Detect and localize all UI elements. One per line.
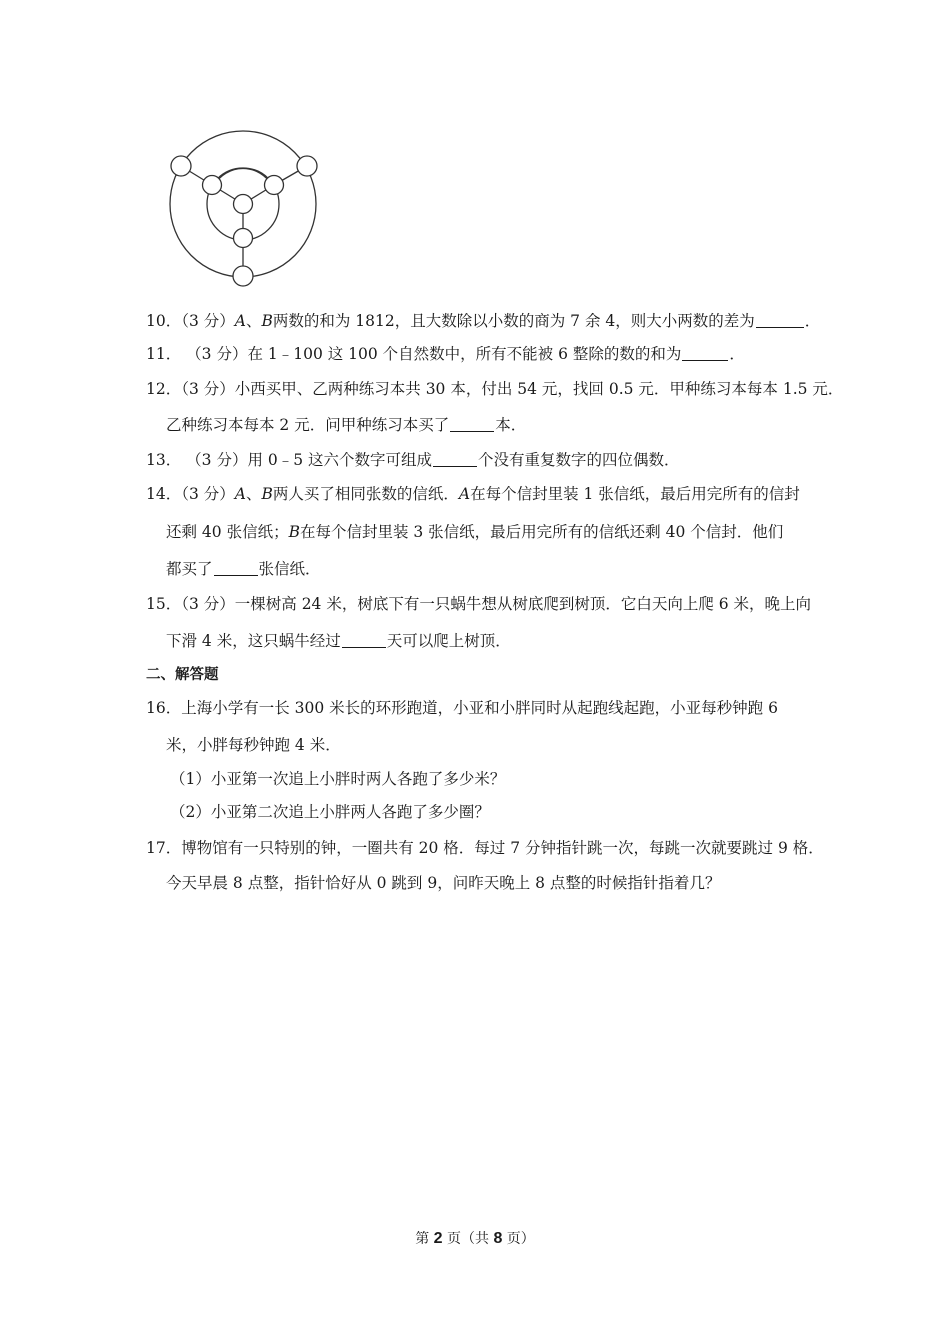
q14-line3b: 张信纸． <box>258 560 321 578</box>
q15-line2b: 天可以爬上树顶． <box>386 632 511 650</box>
q10-var-b: B <box>261 312 273 330</box>
question-16-sub2 <box>170 800 950 824</box>
question-14-cont <box>166 520 950 544</box>
q13-b: 个没有重复数字的四位偶数． <box>478 451 680 469</box>
question-16 <box>146 696 950 720</box>
q14-var-a: A <box>234 485 246 503</box>
q15-answer-blank[interactable] <box>342 631 386 648</box>
q12-line2b: 本． <box>495 416 527 434</box>
node-middle-right <box>265 176 284 195</box>
node-outer-bottom <box>233 266 253 286</box>
q14-line2a: 还剩 40 张信纸； <box>166 523 289 541</box>
q14-answer-blank[interactable] <box>214 559 258 576</box>
q14-sep: 、 <box>245 485 262 503</box>
footer-mid: 页（共 <box>442 1231 494 1247</box>
footer-post: 页） <box>502 1231 535 1247</box>
node-outer-left <box>171 156 191 176</box>
q13-a: 13． （3 分）用 0﹣5 这六个数字可组成 <box>146 451 433 469</box>
q14-var-b: B <box>261 485 273 503</box>
q14-t2: 在每个信封里装 1 张信纸，最后用完所有的信封 <box>470 485 800 503</box>
question-17-cont <box>166 871 950 895</box>
question-14-cont2 <box>166 557 950 581</box>
q17-line2: 今天早晨 8 点整，指针恰好从 0 跳到 9，问昨天晚上 8 点整的时候指针指着几？ <box>166 874 721 892</box>
q12-answer-blank[interactable] <box>450 415 494 432</box>
q13-answer-blank[interactable] <box>433 450 477 467</box>
question-11 <box>146 342 950 366</box>
inner-arc <box>215 168 271 184</box>
q16-line1: 16．上海小学有一长 300 米长的环形跑道，小亚和小胖同时从起跑线起跑，小亚每秒钟跑 6 <box>146 699 778 717</box>
q16-sub2: （2）小亚第二次追上小胖两人各跑了多少圈？ <box>170 803 490 821</box>
q16-sub1: （1）小亚第一次追上小胖时两人各跑了多少米？ <box>170 770 506 788</box>
question-16-sub1 <box>170 767 950 791</box>
q10-var-a: A <box>234 312 246 330</box>
question-15-cont <box>166 629 950 653</box>
q14-line2b: 在每个信封里装 3 张信纸，最后用完所有的信纸还剩 40 个信封．他们 <box>299 523 784 541</box>
question-15 <box>146 592 950 616</box>
footer-page-number: 2 <box>433 1230 443 1247</box>
q14-var-a2: A <box>458 485 471 503</box>
footer-pre: 第 <box>415 1231 434 1247</box>
q14-var-b2: B <box>288 523 300 541</box>
question-13 <box>146 448 950 472</box>
question-12 <box>146 377 950 401</box>
q12-line2a: 乙种练习本每本 2 元．问甲种练习本买了 <box>166 416 450 434</box>
q11-text: 11． （3 分）在 1﹣100 这 100 个自然数中，所有不能被 6 整除的数的和为 <box>146 345 682 363</box>
q11-end: ． <box>729 345 745 363</box>
q14-line3a: 都买了 <box>166 560 213 578</box>
circle-diagram <box>165 126 325 292</box>
q17-line1: 17．博物馆有一只特别的钟，一圈共有 20 格．每过 7 分钟指针跳一次，每跳一次就要跳过 9 格． <box>146 839 824 857</box>
q10-sep: 、 <box>245 312 262 330</box>
node-center <box>234 195 253 214</box>
question-12-cont <box>166 413 950 437</box>
question-16-cont <box>166 733 950 757</box>
question-10 <box>146 309 950 333</box>
section-2-title: 二、解答题 <box>146 667 219 683</box>
q14-t1: 两人买了相同张数的信纸． <box>272 485 459 503</box>
q10-answer-blank[interactable] <box>756 311 804 328</box>
q16-line2: 米，小胖每秒钟跑 4 米． <box>166 736 341 754</box>
section-heading <box>146 663 950 687</box>
q15-line1: 15．（3 分）一棵树高 24 米，树底下有一只蜗牛想从树底爬到树顶．它白天向上爬 6 米，晚上向 <box>146 595 812 613</box>
circle-diagram-svg <box>165 126 325 292</box>
footer-total-pages: 8 <box>493 1230 503 1247</box>
q12-line1: 12．（3 分）小西买甲、乙两种练习本共 30 本，付出 54 元，找回 0.5 元．甲种练习本每本 1.5 元． <box>146 380 844 398</box>
node-outer-right <box>297 156 317 176</box>
q10-text: 两数的和为 1812，且大数除以小数的商为 7 余 4，则大小两数的差为 <box>272 312 755 330</box>
q15-line2a: 下滑 4 米，这只蜗牛经过 <box>166 632 341 650</box>
page-footer <box>0 1228 950 1248</box>
q10-prefix: 10．（3 分） <box>146 312 235 330</box>
q11-answer-blank[interactable] <box>682 344 728 361</box>
question-17 <box>146 836 950 860</box>
node-middle-left <box>203 176 222 195</box>
q10-end: ． <box>804 312 821 330</box>
question-14 <box>146 482 950 506</box>
q14-prefix: 14．（3 分） <box>146 485 235 503</box>
node-middle-bottom <box>234 229 253 248</box>
